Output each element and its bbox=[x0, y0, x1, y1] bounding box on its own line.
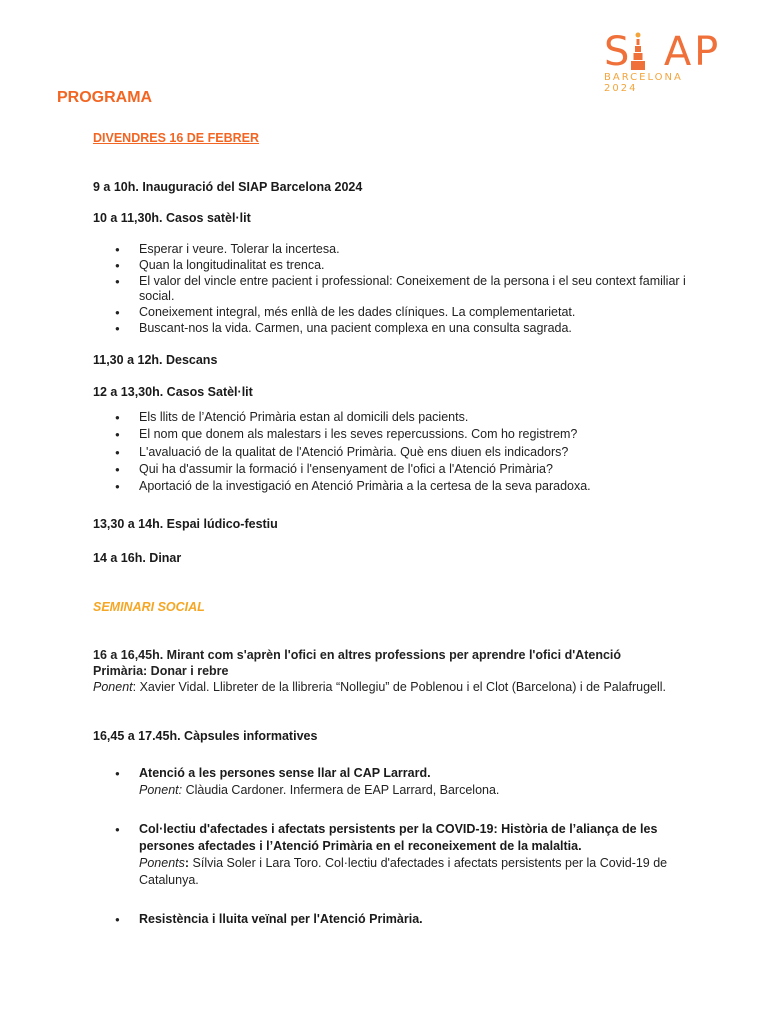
schedule-item: 13,30 a 14h. Espai lúdico-festiu bbox=[93, 517, 278, 531]
schedule-item: 16,45 a 17.45h. Càpsules informatives bbox=[93, 729, 318, 743]
logo-subtitle: BARCELONA 2024 bbox=[604, 72, 683, 94]
speaker-label: Ponents bbox=[139, 856, 185, 870]
speaker-text: : Xavier Vidal. Llibreter de la llibreria “Nollegiu” de Poblenou i el Clot (Barcelona) i de Palafrugell. bbox=[132, 680, 667, 694]
schedule-item: 10 a 11,30h. Casos satèl·lit bbox=[93, 211, 251, 225]
schedule-item: 12 a 13,30h. Casos Satèl·lit bbox=[93, 385, 253, 399]
capsule-title: Col·lectiu d'afectades i afectats persistents per la COVID-19: Història de l’aliança de les persones afectades i l’Atenció Primària en el reconeixement de la malaltia. bbox=[139, 822, 658, 853]
satellite-cases-list-2 bbox=[93, 410, 693, 495]
list-item: ● Aportació de la investigació en Atenció Primària a la certesa de la seva paradoxa. bbox=[93, 479, 693, 495]
schedule-item: 9 a 10h. Inauguració del SIAP Barcelona 2024 bbox=[93, 180, 363, 194]
satellite-cases-list-1 bbox=[93, 242, 693, 337]
capsule-item bbox=[93, 765, 693, 799]
list-item: ● Buscant-nos la vida. Carmen, una pacient complexa en una consulta sagrada. bbox=[93, 321, 693, 337]
capsule-title: Atenció a les persones sense llar al CAP Larrard. bbox=[139, 766, 431, 780]
list-item: ● Qui ha d'assumir la formació i l'ensenyament de l'ofici a l'Atenció Primària? bbox=[93, 462, 693, 478]
capsule-item bbox=[93, 911, 693, 928]
bullet-icon: ● bbox=[115, 769, 120, 778]
day-heading: DIVENDRES 16 DE FEBRER bbox=[93, 131, 260, 145]
list-item: ● L'avaluació de la qualitat de l'Atenció Primària. Què ens diuen els indicadors? bbox=[93, 445, 693, 461]
capsule-title: Resistència i lluita veïnal per l'Atenció Primària. bbox=[139, 912, 423, 926]
list-item: ● Quan la longitudinalitat es trenca. bbox=[93, 258, 693, 274]
session-speaker bbox=[93, 679, 673, 695]
capsule-speaker bbox=[139, 855, 693, 889]
seminar-session-1 bbox=[93, 647, 673, 695]
list-item: ● Els llits de l’Atenció Primària estan al domicili dels pacients. bbox=[93, 410, 693, 426]
bullet-icon: ● bbox=[115, 825, 120, 834]
logo-wordmark: S AP bbox=[604, 29, 722, 75]
bullet-icon: ● bbox=[115, 915, 120, 924]
list-item: ● El nom que donem als malestars i les seves repercussions. Com ho registrem? bbox=[93, 427, 693, 443]
speaker-text: Clàudia Cardoner. Infermera de EAP Larrard, Barcelona. bbox=[182, 783, 500, 797]
page-title: PROGRAMA bbox=[57, 89, 153, 106]
capsule-item bbox=[93, 821, 693, 889]
session-title: 16 a 16,45h. Mirant com s'aprèn l'ofici en altres professions per aprendre l'ofici d'Atenció Primària: Donar i rebre bbox=[93, 648, 622, 678]
siap-logo bbox=[600, 28, 722, 94]
section-heading: SEMINARI SOCIAL bbox=[93, 600, 205, 614]
speaker-text: Sílvia Soler i Lara Toro. Col·lectiu d'afectades i afectats persistents per la Covid-19 de Catalunya. bbox=[139, 856, 668, 887]
speaker-label: Ponent: bbox=[139, 783, 183, 797]
list-item: ● Coneixement integral, més enllà de les dades clíniques. La complementarietat. bbox=[93, 305, 693, 321]
speaker-colon: : bbox=[184, 856, 190, 870]
list-item: ● Esperar i veure. Tolerar la incertesa. bbox=[93, 242, 693, 258]
speaker-label: Ponent bbox=[93, 680, 133, 694]
capsule-speaker bbox=[139, 782, 693, 799]
schedule-item: 11,30 a 12h. Descans bbox=[93, 353, 218, 367]
list-item: ● El valor del vincle entre pacient i professional: Coneixement de la persona i el seu context familiar i social. bbox=[93, 274, 693, 306]
schedule-item: 14 a 16h. Dinar bbox=[93, 551, 182, 565]
